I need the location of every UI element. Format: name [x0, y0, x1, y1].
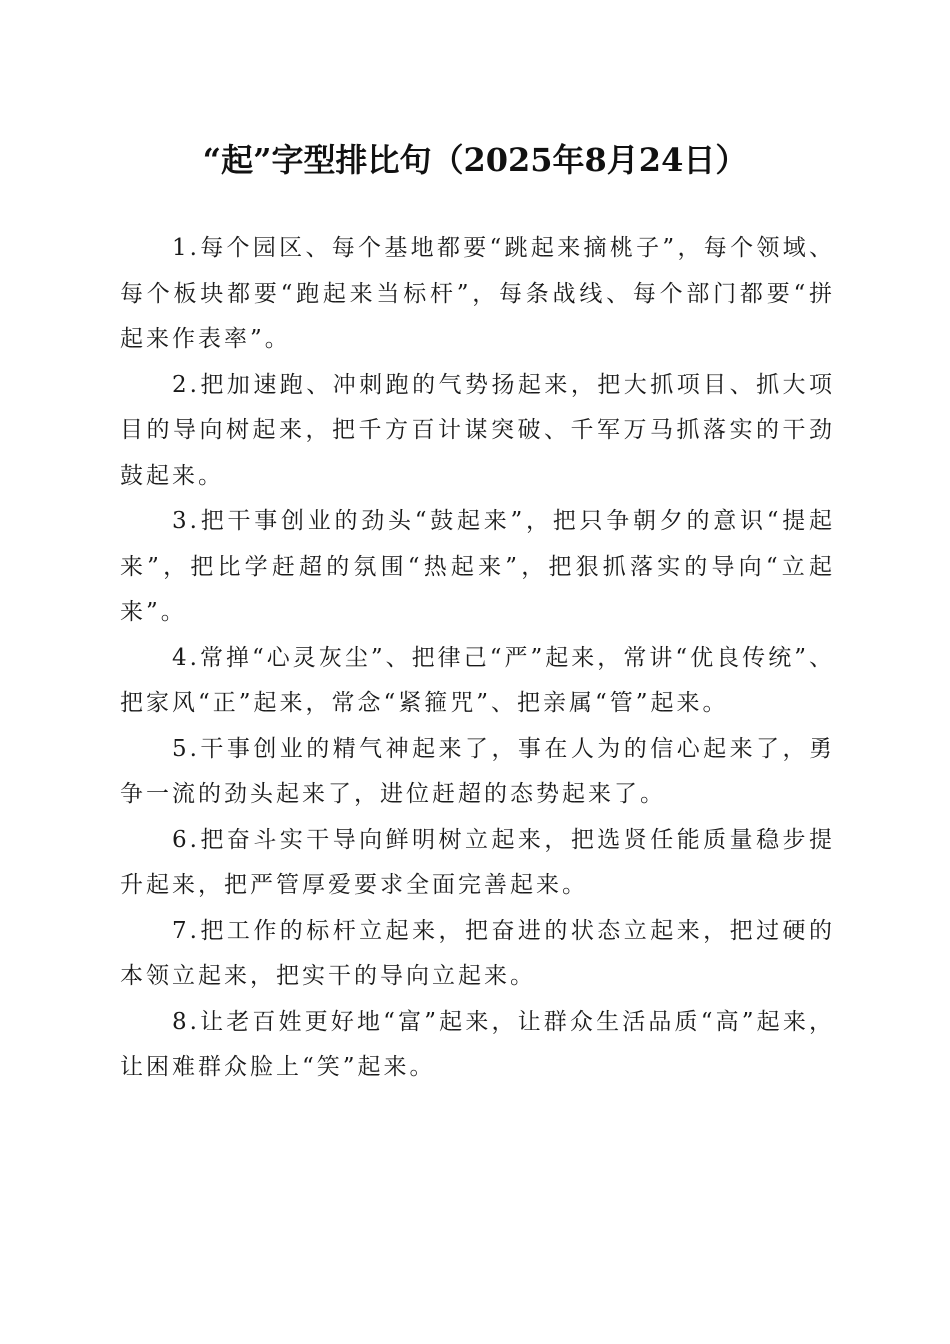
paragraph-6: 6.把奋斗实干导向鲜明树立起来，把选贤任能质量稳步提升起来，把严管厚爱要求全面完善起来。	[120, 826, 835, 898]
paragraph-3: 3.把干事创业的劲头“鼓起来”，把只争朝夕的意识“提起来”，把比学赶超的氛围“热起来”，把狠抓落实的导向“立起来”。	[120, 508, 835, 625]
document-body	[120, 226, 835, 1091]
document-title: “起”字型排比句（2025年8月24日）	[202, 141, 748, 179]
paragraph-5: 5.干事创业的精气神起来了，事在人为的信心起来了，勇争一流的劲头起来了，进位赶超的态势起来了。	[120, 735, 835, 807]
paragraph-1: 1.每个园区、每个基地都要“跳起来摘桃子”，每个领域、每个板块都要“跑起来当标杆”，每条战线、每个部门都要“拼起来作表率”。	[120, 235, 835, 352]
paragraph-4: 4.常掸“心灵灰尘”、把律己“严”起来，常讲“优良传统”、把家风“正”起来，常念“紧箍咒”、把亲属“管”起来。	[120, 644, 835, 716]
paragraph-8: 8.让老百姓更好地“富”起来，让群众生活品质“高”起来，让困难群众脸上“笑”起来。	[120, 1008, 835, 1080]
paragraph-7: 7.把工作的标杆立起来，把奋进的状态立起来，把过硬的本领立起来，把实干的导向立起来。	[120, 917, 835, 989]
paragraph-2: 2.把加速跑、冲刺跑的气势扬起来，把大抓项目、抓大项目的导向树起来，把千方百计谋突破、千军万马抓落实的干劲鼓起来。	[120, 371, 835, 489]
